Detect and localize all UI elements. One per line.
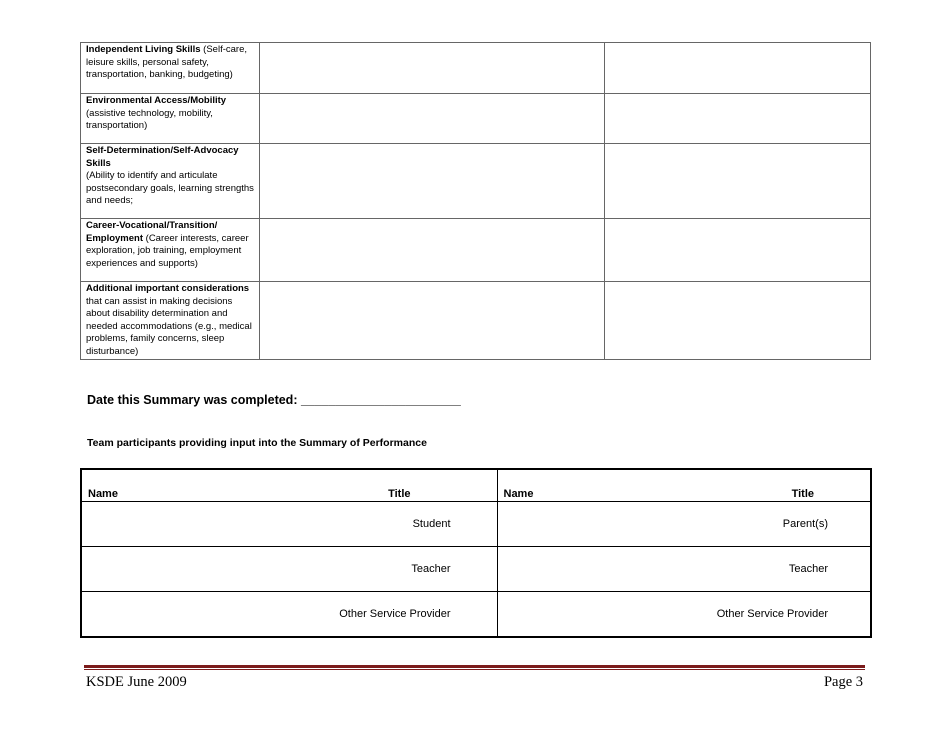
row-input-cell[interactable] bbox=[605, 144, 871, 219]
row-input-cell[interactable] bbox=[605, 43, 871, 94]
row-label-additional-considerations bbox=[81, 282, 260, 360]
row-label-environmental-access bbox=[81, 94, 260, 144]
footer-page-number: Page 3 bbox=[823, 674, 863, 690]
participant-title: Other Service Provider bbox=[339, 608, 451, 620]
row-label-bold: Career-Vocational/Transition/ Employment bbox=[86, 220, 218, 244]
table-row bbox=[81, 43, 871, 94]
row-input-cell[interactable] bbox=[260, 144, 605, 219]
table-row bbox=[81, 502, 871, 547]
table-row bbox=[81, 144, 871, 219]
header-title-left: Title bbox=[388, 488, 411, 500]
header-left bbox=[81, 469, 497, 502]
row-input-cell[interactable] bbox=[605, 94, 871, 144]
row-input-cell[interactable] bbox=[260, 282, 605, 360]
table-header-row bbox=[81, 469, 871, 502]
participant-title: Student bbox=[412, 518, 451, 530]
participant-title: Other Service Provider bbox=[716, 608, 828, 620]
row-label-career-vocational bbox=[81, 219, 260, 282]
team-participants-heading: Team participants providing input into the Summary of Performance bbox=[87, 437, 427, 449]
row-label-self-determination bbox=[81, 144, 260, 219]
footer-divider bbox=[84, 665, 865, 668]
participant-cell-other-provider[interactable] bbox=[81, 592, 497, 638]
row-label-bold: Independent Living Skills bbox=[86, 44, 201, 55]
participant-cell-parent[interactable] bbox=[497, 502, 871, 547]
participant-title: Teacher bbox=[411, 563, 451, 575]
participant-title: Teacher bbox=[788, 563, 828, 575]
participant-title: Parent(s) bbox=[782, 518, 828, 530]
table-row bbox=[81, 282, 871, 360]
participant-cell-teacher[interactable] bbox=[497, 547, 871, 592]
header-right bbox=[497, 469, 871, 502]
footer-org-date: KSDE June 2009 bbox=[86, 674, 187, 690]
row-label-detail: (Career interests, career exploration, job training, employment experiences and supports) bbox=[86, 232, 249, 269]
table-row bbox=[81, 547, 871, 592]
table-row bbox=[81, 592, 871, 638]
footer-divider-thin bbox=[84, 669, 865, 670]
table-row bbox=[81, 219, 871, 282]
table-row bbox=[81, 94, 871, 144]
header-name-left: Name bbox=[88, 488, 118, 500]
header-title-right: Title bbox=[791, 488, 814, 500]
participant-cell-other-provider[interactable] bbox=[497, 592, 871, 638]
row-label-detail: (Ability to identify and articulate postsecondary goals, learning strengths and needs; bbox=[86, 170, 254, 207]
header-name-right: Name bbox=[503, 488, 534, 500]
row-label-bold: Additional important considerations bbox=[86, 283, 250, 294]
row-input-cell[interactable] bbox=[605, 219, 871, 282]
row-input-cell[interactable] bbox=[260, 43, 605, 94]
row-label-detail: that can assist in making decisions about disability determination and needed accommodations (e.g., medical problems, family concerns, sleep disturbance) bbox=[86, 295, 252, 357]
row-input-cell[interactable] bbox=[260, 94, 605, 144]
row-input-cell[interactable] bbox=[260, 219, 605, 282]
row-label-detail: (Self-care, leisure skills, personal safety, transportation, banking, budgeting) bbox=[86, 44, 248, 81]
assessment-table bbox=[80, 42, 871, 360]
row-label-independent-living bbox=[81, 43, 260, 94]
row-label-bold: Environmental Access/Mobility bbox=[86, 95, 227, 106]
row-label-detail: (assistive technology, mobility, transportation) bbox=[86, 107, 213, 132]
team-participants-table bbox=[80, 468, 872, 638]
participant-cell-student[interactable] bbox=[81, 502, 497, 547]
participant-cell-teacher[interactable] bbox=[81, 547, 497, 592]
row-input-cell[interactable] bbox=[605, 282, 871, 360]
row-label-bold: Self-Determination/Self-Advocacy Skills bbox=[86, 145, 239, 169]
date-completed-line[interactable]: Date this Summary was completed: _______________________ bbox=[87, 393, 461, 407]
